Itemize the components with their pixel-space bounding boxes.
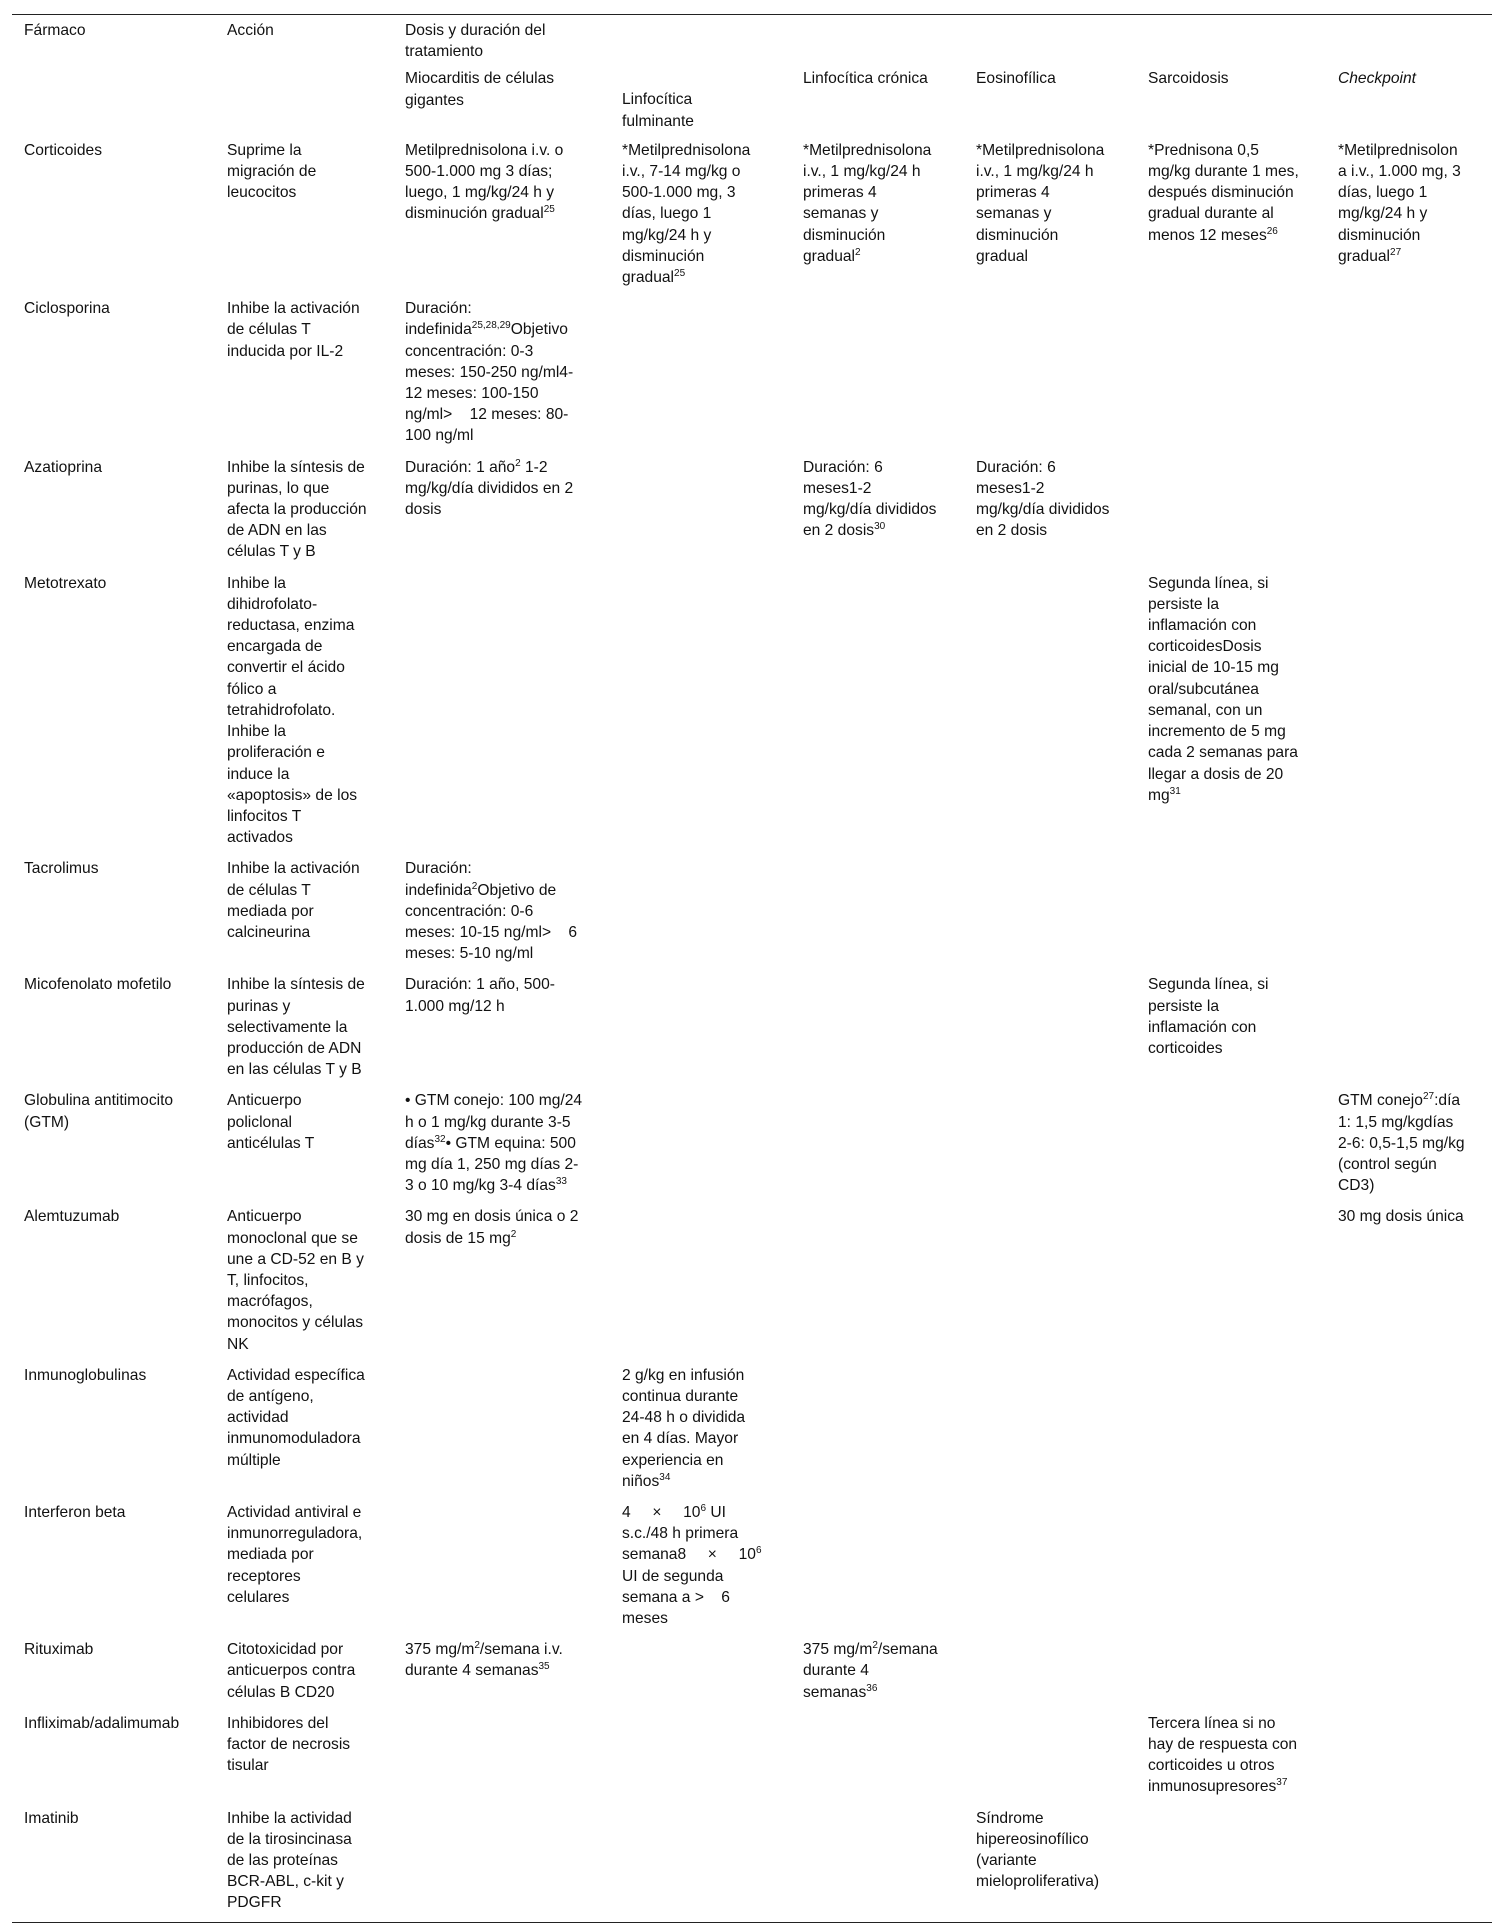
dose-cell: *Metilprednisolona i.v., 1.000 mg, 3 días, luego 1 mg/kg/24 h y disminución gradual$^{27}$ <box>1338 141 1461 265</box>
dose-cell: 2 g/kg en infusión continua durante 24-48 h o dividida en 4 días. Mayor experiencia en niños$^{34}$ <box>622 1366 746 1490</box>
subheader-linfocitica-cronica: Linfocítica crónica <box>803 70 928 88</box>
subheader-sarcoidosis: Sarcoidosis <box>1148 70 1229 88</box>
reference-superscript: 2 <box>474 1640 480 1652</box>
table-row <box>12 571 1492 857</box>
dose-cell <box>964 1711 1136 1806</box>
dose-cell <box>1326 1637 1492 1711</box>
drug-name: Infliximab/adalimumab <box>24 1714 180 1732</box>
dose-cell <box>964 972 1136 1088</box>
dose-cell <box>1136 1088 1326 1204</box>
dose-cell: *Metilprednisolona i.v., 1 mg/kg/24 h primeras 4 semanas y disminución gradual <box>976 141 1105 265</box>
dose-cell: • GTM conejo: 100 mg/24 h o 1 mg/kg durante 3-5 días$^{32}$• GTM equina: 500 mg día 1, 250 mg días 2-3 o 10 mg/kg 3-4 días$^{33}$ <box>405 1092 583 1195</box>
table-row <box>12 856 1492 972</box>
dose-cell <box>1326 296 1492 454</box>
drug-name: Tacrolimus <box>24 860 99 878</box>
dose-cell: 375 $mg/m^2$/semana durante 4 semanas$^{36}$ <box>803 1640 938 1701</box>
dose-cell <box>610 1204 791 1362</box>
dose-cell: Duración: 1 año, 500-1.000 mg/12 h <box>405 976 555 1015</box>
reference-superscript: 26 <box>1266 225 1278 237</box>
reference-superscript: 33 <box>555 1175 567 1187</box>
dose-cell: 30 mg en dosis única o 2 dosis de 15 $mg^2$ <box>405 1208 579 1247</box>
dose-cell: 375 $mg/m^2$/semana i.v. durante 4 semanas$^{35}$ <box>405 1640 563 1680</box>
drug-name: Azatioprina <box>24 458 103 476</box>
dose-cell: GTM conejo$^{27}$:día 1: 1,5 mg/kgdías 2-6: 0,5-1,5 mg/kg (control según CD3) <box>1338 1091 1465 1195</box>
dose-cell <box>1136 455 1326 571</box>
dose-cell: *Metilprednisolona i.v., 1 mg/kg/24 h primeras 4 semanas y disminución gradual$^2$ <box>803 141 932 265</box>
subheader-checkpoint: Checkpoint <box>1338 70 1417 88</box>
table-row <box>12 296 1492 454</box>
dose-cell <box>964 1204 1136 1362</box>
dose-cell <box>964 1637 1136 1711</box>
dose-cell <box>1136 1363 1326 1500</box>
reference-superscript: 6 <box>700 1502 707 1514</box>
dose-cell: Segunda línea, si persiste la inflamación con corticoides <box>1148 976 1269 1057</box>
dose-cell <box>1326 1806 1492 1923</box>
drug-action: Inhibe la dihidrofolato-reductasa, enzima encargada de convertir el ácido fólico a tetrahidrofolato. Inhibe la proliferación e induce la «apoptosis» de los linfocitos T activados <box>227 574 358 847</box>
treatment-table-container <box>12 14 1492 1923</box>
dose-cell: Duración: 6 meses1-2 mg/kg/día divididos en 2 dosis <box>976 458 1110 540</box>
reference-superscript: 27 <box>1422 1091 1435 1103</box>
dose-cell: Metilprednisolona i.v. o 500-1.000 mg 3 días; luego, 1 mg/kg/24 h y disminución gradual$^{25}$ <box>405 141 564 223</box>
dose-cell <box>1326 455 1492 571</box>
subheader-celulas-gigantes: Miocarditis de células gigantes <box>405 70 555 109</box>
dose-cell <box>1136 1500 1326 1637</box>
reference-superscript: 37 <box>1276 1777 1288 1789</box>
dose-cell <box>393 1806 610 1923</box>
dose-cell <box>1326 1363 1492 1500</box>
dose-cell <box>1136 1637 1326 1711</box>
header-row <box>12 15 1492 65</box>
dose-cell <box>964 856 1136 972</box>
drug-name: Imatinib <box>12 1806 215 1923</box>
subheader-linfocitica-fulminante: Linfocítica fulminante <box>622 91 694 130</box>
dose-cell: Duración: indefinida$^2$Objetivo de concentración: 0-6 meses: 10-15 ng/ml> 6 meses: 5-10 ng/ml <box>405 860 578 963</box>
drug-action: Citotoxicidad por anticuerpos contra células B CD20 <box>227 1641 356 1701</box>
table-row <box>12 138 1492 296</box>
dose-cell <box>1136 1204 1326 1362</box>
dose-cell <box>791 856 964 972</box>
dose-cell <box>1136 296 1326 454</box>
subheader-row <box>12 64 1492 137</box>
dose-cell <box>610 856 791 972</box>
drug-action: Inhibe la activación de células T mediada por calcineurina <box>227 860 360 941</box>
drug-action: Inhibe la activación de células T inducida por IL-2 <box>227 300 360 360</box>
drug-action: Inhibidores del factor de necrosis tisular <box>227 1714 351 1775</box>
dose-cell <box>791 972 964 1088</box>
dose-cell <box>1326 571 1492 857</box>
dose-cell <box>791 1500 964 1637</box>
dose-cell: Duración: indefinida$^{25,28,29}$Objetivo concentración: 0-3 meses: 150-250 ng/ml4-12 meses: 100-150 ng/ml> 12 meses: 80-100 ng/ml <box>405 300 574 445</box>
table-row <box>12 1806 1492 1923</box>
drug-name: Corticoides <box>24 141 102 159</box>
dose-cell <box>964 1088 1136 1204</box>
drug-name: Micofenolato mofetilo <box>24 976 172 994</box>
dose-cell <box>791 1806 964 1923</box>
dose-cell <box>1326 856 1492 972</box>
dose-cell <box>1326 1500 1492 1637</box>
dose-cell: 4 × $10^6$ UI s.c./48 h primera semana8 × $10^6$ UI de segunda semana a > 6 meses <box>622 1502 762 1628</box>
table-row <box>12 1088 1492 1204</box>
dose-cell <box>964 1363 1136 1500</box>
dose-cell <box>610 972 791 1088</box>
reference-superscript: 27 <box>1390 246 1402 258</box>
dose-cell: Duración: 1 año$^2$ 1-2 mg/kg/día divididos en 2 dosis <box>405 457 574 519</box>
reference-superscript: 25 <box>543 204 555 216</box>
reference-superscript: 2 <box>515 457 521 469</box>
dose-cell <box>1326 972 1492 1088</box>
reference-superscript: 34 <box>659 1471 671 1483</box>
reference-superscript: 32 <box>434 1133 446 1145</box>
dose-cell <box>610 1637 791 1711</box>
reference-superscript: 35 <box>538 1661 550 1673</box>
dose-cell <box>610 455 791 571</box>
drug-action: Anticuerpo policlonal anticélulas T <box>227 1092 315 1152</box>
table-row <box>12 1637 1492 1711</box>
table-row <box>12 1711 1492 1806</box>
drug-action: Anticuerpo monoclonal que se une a CD-52 en B y T, linfocitos, macrófagos, monocitos y células NK <box>227 1208 364 1353</box>
table-row <box>12 1500 1492 1637</box>
drug-name: Inmunoglobulinas <box>24 1366 147 1384</box>
table-row <box>12 972 1492 1088</box>
reference-superscript: 31 <box>1169 785 1181 797</box>
dose-cell: Duración: 6 meses1-2 mg/kg/día divididos en 2 dosis$^{30}$ <box>803 458 937 540</box>
dose-cell <box>610 571 791 857</box>
dose-cell <box>791 1363 964 1500</box>
dose-cell <box>1326 1711 1492 1806</box>
table-row <box>12 1363 1492 1500</box>
dose-cell <box>393 1363 610 1500</box>
immunosuppressive-treatment-table <box>12 14 1492 1923</box>
dose-cell <box>610 1088 791 1204</box>
drug-name: Metotrexato <box>24 574 107 592</box>
drug-action: Inhibe la síntesis de purinas, lo que afecta la producción de ADN en las células T y B <box>227 458 367 561</box>
reference-superscript: 2 <box>510 1228 517 1240</box>
dose-cell <box>791 571 964 857</box>
reference-superscript: 2 <box>471 880 478 892</box>
dose-cell <box>791 1088 964 1204</box>
drug-action: Inhibe la actividad de la tirosincinasa de las proteínas BCR-ABL, c-kit y PDGFR <box>215 1806 393 1923</box>
reference-superscript: 36 <box>866 1682 878 1694</box>
dose-cell <box>964 571 1136 857</box>
dose-cell <box>610 1806 791 1923</box>
reference-superscript: 25,28,29 <box>471 320 511 332</box>
table-body <box>12 138 1492 1922</box>
header-farmaco: Fármaco <box>12 15 215 65</box>
dose-cell: *Prednisona 0,5 mg/kg durante 1 mes, después disminución gradual durante al menos 12 meses$^{26}$ <box>1148 141 1299 244</box>
dose-cell <box>610 296 791 454</box>
header-dosis: Dosis y duración del tratamiento <box>393 15 610 65</box>
dose-cell <box>393 1711 610 1806</box>
dose-cell <box>1136 1806 1326 1923</box>
dose-cell <box>791 296 964 454</box>
subheader-eosinofilica: Eosinofílica <box>976 70 1056 88</box>
dose-cell: Segunda línea, si persiste la inflamación con corticoidesDosis inicial de 10-15 mg oral/subcutánea semanal, con un incremento de 5 mg cada 2 semanas para llegar a dosis de 20 $mg^{31}$ <box>1148 574 1298 804</box>
dose-cell <box>964 296 1136 454</box>
dose-cell <box>791 1204 964 1362</box>
dose-cell <box>393 1500 610 1637</box>
dose-cell: Síndrome hipereosinofílico (variante mieloproliferativa) <box>964 1806 1136 1923</box>
header-accion: Acción <box>215 15 393 65</box>
reference-superscript: 25 <box>674 267 686 279</box>
drug-action: Actividad específica de antígeno, actividad inmunomoduladora múltiple <box>227 1366 365 1469</box>
reference-superscript: 6 <box>755 1545 762 1557</box>
drug-name: Interferon beta <box>24 1504 126 1521</box>
dose-cell: 30 mg dosis única <box>1338 1208 1464 1226</box>
dose-cell <box>393 571 610 857</box>
table-row <box>12 1204 1492 1362</box>
dose-cell: Tercera línea si no hay de respuesta con corticoides u otros inmunosupresores$^{37}$ <box>1148 1714 1298 1796</box>
table-row <box>12 455 1492 571</box>
drug-action: Suprime la migración de leucocitos <box>227 141 317 202</box>
reference-superscript: 30 <box>874 521 886 533</box>
dose-cell: *Metilprednisolona i.v., 7-14 mg/kg o 500-1.000 mg, 3 días, luego 1 mg/kg/24 h y disminución gradual$^{25}$ <box>622 141 751 287</box>
drug-name: Rituximab <box>24 1641 94 1659</box>
reference-superscript: 2 <box>872 1640 878 1652</box>
reference-superscript: 2 <box>855 246 861 258</box>
drug-action: Inhibe la síntesis de purinas y selectivamente la producción de ADN en las células T y B <box>227 976 365 1079</box>
dose-cell <box>610 1711 791 1806</box>
dose-cell <box>964 1500 1136 1637</box>
dose-cell <box>791 1711 964 1806</box>
drug-action: Actividad antiviral e inmunorreguladora, mediada por receptores celulares <box>227 1504 363 1606</box>
drug-name: Globulina antitimocito (GTM) <box>24 1092 174 1131</box>
drug-name: Alemtuzumab <box>24 1208 120 1226</box>
dose-cell <box>1136 856 1326 972</box>
drug-name: Ciclosporina <box>24 300 110 318</box>
